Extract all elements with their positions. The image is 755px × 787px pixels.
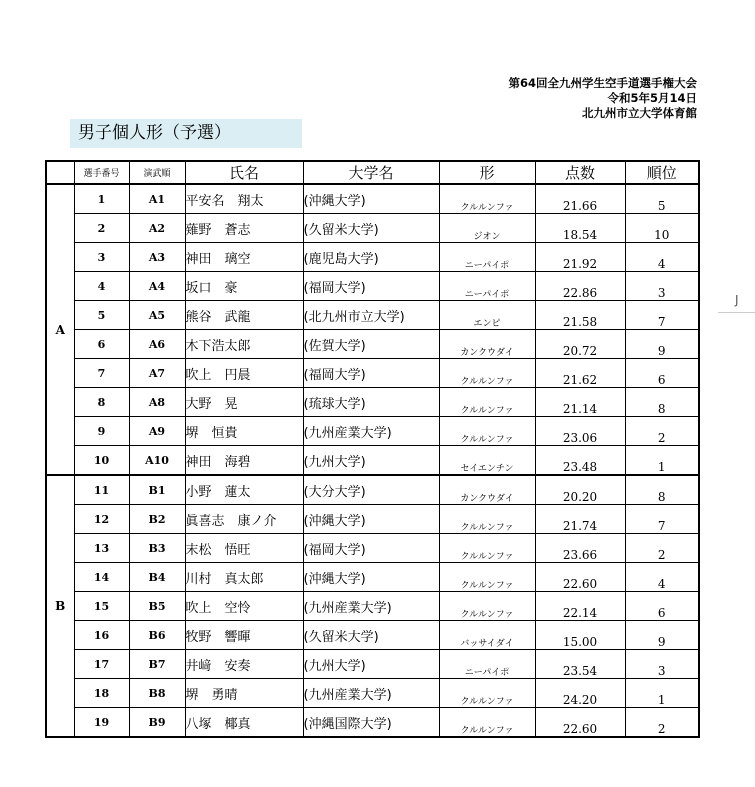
kata-form: ニーパイポ bbox=[439, 650, 535, 679]
results-body bbox=[46, 184, 699, 737]
performance-order: A3 bbox=[129, 243, 185, 272]
kata-form: クルルンファ bbox=[439, 359, 535, 388]
athlete-name: 吹上 円晨 bbox=[185, 359, 303, 388]
score-value: 23.66 bbox=[535, 534, 625, 563]
rank-value: 1 bbox=[625, 679, 699, 708]
athlete-name: 八塚 椰真 bbox=[185, 708, 303, 738]
athlete-name: 吹上 空怜 bbox=[185, 592, 303, 621]
player-number: 7 bbox=[74, 359, 129, 388]
player-number: 3 bbox=[74, 243, 129, 272]
university-name: (九州大学) bbox=[303, 446, 439, 476]
performance-order: B9 bbox=[129, 708, 185, 738]
event-date: 令和5年5月14日 bbox=[607, 91, 697, 105]
margin-divider bbox=[718, 312, 755, 313]
rank-value: 4 bbox=[625, 243, 699, 272]
kata-form: バッサイダイ bbox=[439, 621, 535, 650]
rank-value: 7 bbox=[625, 505, 699, 534]
rank-value: 10 bbox=[625, 214, 699, 243]
section-title: 男子個人形（予選） bbox=[70, 119, 302, 148]
performance-order: B4 bbox=[129, 563, 185, 592]
score-value: 23.54 bbox=[535, 650, 625, 679]
table-row bbox=[46, 621, 699, 650]
athlete-name: 眞喜志 康ノ介 bbox=[185, 505, 303, 534]
kata-form: セイエンチン bbox=[439, 446, 535, 476]
player-number: 15 bbox=[74, 592, 129, 621]
athlete-name: 神田 璃空 bbox=[185, 243, 303, 272]
athlete-name: 小野 蓮太 bbox=[185, 475, 303, 505]
player-number: 19 bbox=[74, 708, 129, 738]
score-value: 21.74 bbox=[535, 505, 625, 534]
header-university: 大学名 bbox=[303, 161, 439, 184]
performance-order: A9 bbox=[129, 417, 185, 446]
score-value: 23.48 bbox=[535, 446, 625, 476]
performance-order: A8 bbox=[129, 388, 185, 417]
university-name: (沖縄大学) bbox=[303, 563, 439, 592]
performance-order: A10 bbox=[129, 446, 185, 476]
university-name: (九州産業大学) bbox=[303, 592, 439, 621]
score-value: 23.06 bbox=[535, 417, 625, 446]
table-row bbox=[46, 592, 699, 621]
score-value: 21.58 bbox=[535, 301, 625, 330]
score-value: 22.14 bbox=[535, 592, 625, 621]
player-number: 17 bbox=[74, 650, 129, 679]
table-row bbox=[46, 475, 699, 505]
athlete-name: 牧野 響暉 bbox=[185, 621, 303, 650]
performance-order: B7 bbox=[129, 650, 185, 679]
group-label: B bbox=[46, 475, 74, 737]
table-row bbox=[46, 708, 699, 738]
score-value: 21.92 bbox=[535, 243, 625, 272]
player-number: 11 bbox=[74, 475, 129, 505]
performance-order: A4 bbox=[129, 272, 185, 301]
table-row bbox=[46, 330, 699, 359]
kata-form: クルルンファ bbox=[439, 563, 535, 592]
rank-value: 6 bbox=[625, 359, 699, 388]
university-name: (九州大学) bbox=[303, 650, 439, 679]
university-name: (九州産業大学) bbox=[303, 679, 439, 708]
table-row bbox=[46, 214, 699, 243]
university-name: (沖縄大学) bbox=[303, 505, 439, 534]
event-info bbox=[508, 76, 697, 121]
performance-order: B2 bbox=[129, 505, 185, 534]
header-score: 点数 bbox=[535, 161, 625, 184]
score-value: 22.60 bbox=[535, 563, 625, 592]
kata-form: ジオン bbox=[439, 214, 535, 243]
score-value: 20.72 bbox=[535, 330, 625, 359]
event-name: 第64回全九州学生空手道選手権大会 bbox=[508, 76, 697, 90]
performance-order: A5 bbox=[129, 301, 185, 330]
rank-value: 4 bbox=[625, 563, 699, 592]
player-number: 4 bbox=[74, 272, 129, 301]
score-value: 21.14 bbox=[535, 388, 625, 417]
table-row bbox=[46, 679, 699, 708]
university-name: (福岡大学) bbox=[303, 272, 439, 301]
performance-order: B1 bbox=[129, 475, 185, 505]
rank-value: 3 bbox=[625, 272, 699, 301]
table-row bbox=[46, 243, 699, 272]
athlete-name: 平安名 翔太 bbox=[185, 184, 303, 214]
player-number: 1 bbox=[74, 184, 129, 214]
player-number: 13 bbox=[74, 534, 129, 563]
performance-order: A2 bbox=[129, 214, 185, 243]
table-row bbox=[46, 650, 699, 679]
group-label: A bbox=[46, 184, 74, 475]
table-row bbox=[46, 272, 699, 301]
header-rank: 順位 bbox=[625, 161, 699, 184]
university-name: (福岡大学) bbox=[303, 359, 439, 388]
kata-form: クルルンファ bbox=[439, 388, 535, 417]
table-row bbox=[46, 534, 699, 563]
kata-form: クルルンファ bbox=[439, 708, 535, 738]
player-number: 18 bbox=[74, 679, 129, 708]
athlete-name: 大野 晃 bbox=[185, 388, 303, 417]
table-row bbox=[46, 417, 699, 446]
header-name: 氏名 bbox=[185, 161, 303, 184]
header-row bbox=[46, 161, 699, 184]
player-number: 5 bbox=[74, 301, 129, 330]
score-value: 20.20 bbox=[535, 475, 625, 505]
player-number: 9 bbox=[74, 417, 129, 446]
header-order: 演武順 bbox=[129, 161, 185, 184]
athlete-name: 熊谷 武龍 bbox=[185, 301, 303, 330]
rank-value: 2 bbox=[625, 534, 699, 563]
performance-order: B5 bbox=[129, 592, 185, 621]
kata-form: ニーパイポ bbox=[439, 272, 535, 301]
university-name: (琉球大学) bbox=[303, 388, 439, 417]
athlete-name: 神田 海碧 bbox=[185, 446, 303, 476]
rank-value: 2 bbox=[625, 708, 699, 738]
athlete-name: 坂口 豪 bbox=[185, 272, 303, 301]
score-value: 21.62 bbox=[535, 359, 625, 388]
university-name: (大分大学) bbox=[303, 475, 439, 505]
rank-value: 3 bbox=[625, 650, 699, 679]
player-number: 6 bbox=[74, 330, 129, 359]
table-row bbox=[46, 446, 699, 476]
kata-form: カンクウダイ bbox=[439, 475, 535, 505]
athlete-name: 末松 悟旺 bbox=[185, 534, 303, 563]
kata-form: クルルンファ bbox=[439, 679, 535, 708]
athlete-name: 川村 真太郎 bbox=[185, 563, 303, 592]
score-value: 22.60 bbox=[535, 708, 625, 738]
kata-form: カンクウダイ bbox=[439, 330, 535, 359]
score-value: 24.20 bbox=[535, 679, 625, 708]
university-name: (久留米大学) bbox=[303, 621, 439, 650]
rank-value: 7 bbox=[625, 301, 699, 330]
rank-value: 6 bbox=[625, 592, 699, 621]
university-name: (佐賀大学) bbox=[303, 330, 439, 359]
player-number: 12 bbox=[74, 505, 129, 534]
event-venue: 北九州市立大学体育館 bbox=[582, 106, 697, 120]
rank-value: 1 bbox=[625, 446, 699, 476]
table-row bbox=[46, 563, 699, 592]
player-number: 2 bbox=[74, 214, 129, 243]
performance-order: B8 bbox=[129, 679, 185, 708]
kata-form: ニーパイポ bbox=[439, 243, 535, 272]
athlete-name: 薙野 蒼志 bbox=[185, 214, 303, 243]
table-row bbox=[46, 184, 699, 214]
performance-order: A7 bbox=[129, 359, 185, 388]
athlete-name: 堺 勇晴 bbox=[185, 679, 303, 708]
rank-value: 9 bbox=[625, 621, 699, 650]
table-row bbox=[46, 505, 699, 534]
kata-form: クルルンファ bbox=[439, 592, 535, 621]
score-value: 18.54 bbox=[535, 214, 625, 243]
rank-value: 8 bbox=[625, 388, 699, 417]
performance-order: B6 bbox=[129, 621, 185, 650]
rank-value: 2 bbox=[625, 417, 699, 446]
rank-value: 5 bbox=[625, 184, 699, 214]
athlete-name: 井﨑 安奏 bbox=[185, 650, 303, 679]
university-name: (九州産業大学) bbox=[303, 417, 439, 446]
header-player-no: 選手番号 bbox=[74, 161, 129, 184]
university-name: (沖縄国際大学) bbox=[303, 708, 439, 738]
athlete-name: 木下浩太郎 bbox=[185, 330, 303, 359]
kata-form: クルルンファ bbox=[439, 534, 535, 563]
performance-order: A1 bbox=[129, 184, 185, 214]
university-name: (北九州市立大学) bbox=[303, 301, 439, 330]
score-value: 21.66 bbox=[535, 184, 625, 214]
table-row bbox=[46, 388, 699, 417]
performance-order: B3 bbox=[129, 534, 185, 563]
athlete-name: 堺 恒貴 bbox=[185, 417, 303, 446]
player-number: 10 bbox=[74, 446, 129, 476]
kata-form: エンピ bbox=[439, 301, 535, 330]
university-name: (沖縄大学) bbox=[303, 184, 439, 214]
header-form: 形 bbox=[439, 161, 535, 184]
score-value: 15.00 bbox=[535, 621, 625, 650]
kata-form: クルルンファ bbox=[439, 184, 535, 214]
results-table bbox=[45, 160, 700, 738]
university-name: (久留米大学) bbox=[303, 214, 439, 243]
header-group bbox=[46, 161, 74, 184]
performance-order: A6 bbox=[129, 330, 185, 359]
kata-form: クルルンファ bbox=[439, 505, 535, 534]
rank-value: 8 bbox=[625, 475, 699, 505]
rank-value: 9 bbox=[625, 330, 699, 359]
university-name: (福岡大学) bbox=[303, 534, 439, 563]
player-number: 8 bbox=[74, 388, 129, 417]
table-row bbox=[46, 301, 699, 330]
player-number: 14 bbox=[74, 563, 129, 592]
table-row bbox=[46, 359, 699, 388]
margin-mark: J bbox=[735, 293, 739, 307]
player-number: 16 bbox=[74, 621, 129, 650]
score-value: 22.86 bbox=[535, 272, 625, 301]
university-name: (鹿児島大学) bbox=[303, 243, 439, 272]
kata-form: クルルンファ bbox=[439, 417, 535, 446]
